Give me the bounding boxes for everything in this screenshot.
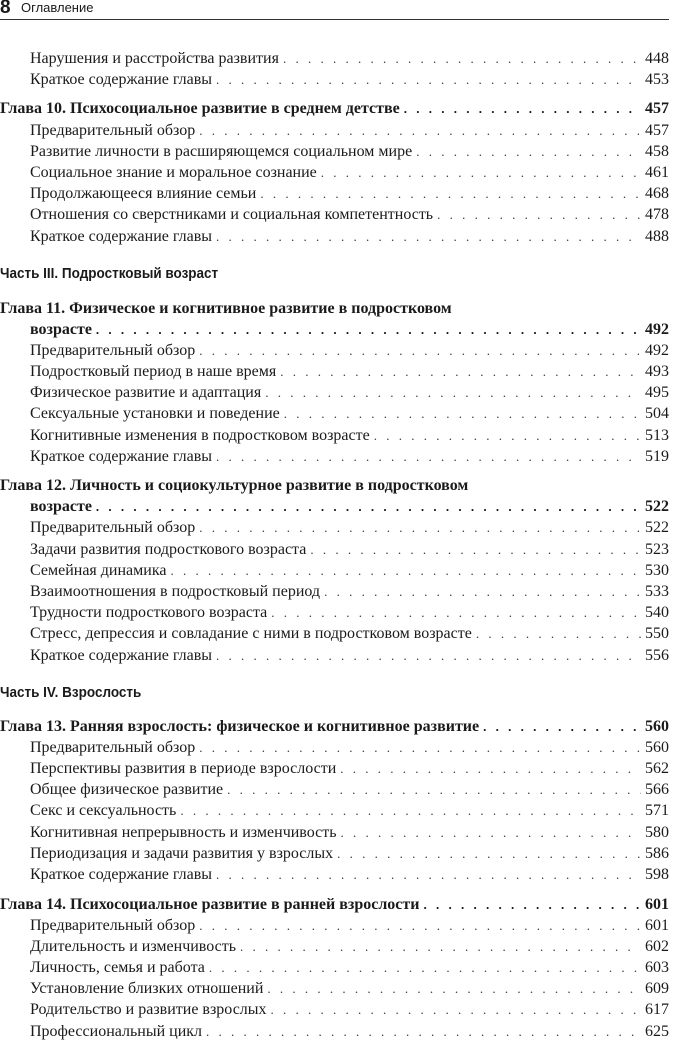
toc-entry: [0, 737, 669, 758]
chapter-page: 457: [645, 100, 669, 117]
toc-entry-page: 562: [645, 760, 669, 777]
chapter-title-line: Глава 12. Личность и социокультурное развитие в подростковом: [0, 477, 469, 494]
toc-entry-title: Предварительный обзор: [30, 122, 196, 139]
toc-entry: [0, 517, 669, 538]
toc-entry: [0, 581, 669, 602]
toc-entry: [0, 1021, 669, 1042]
chapter-page: 601: [645, 896, 669, 913]
toc-entry-title: Краткое содержание главы: [30, 228, 213, 245]
chapter-title: Глава 13. Ранняя взрослость: физическое и когнитивное развитие: [0, 718, 480, 735]
toc-entry: [0, 999, 669, 1020]
toc-entry-title: Длительность и изменчивость: [30, 938, 237, 955]
toc-entry-page: 478: [645, 206, 669, 223]
toc-entry-page: 550: [645, 625, 669, 642]
chapter-heading: [0, 716, 669, 737]
toc-entry-title: Периодизация и задачи развития у взрослых: [30, 845, 334, 862]
toc-entry-page: 602: [645, 938, 669, 955]
toc-entry-page: 560: [645, 739, 669, 756]
chapter-page: 522: [645, 498, 669, 515]
toc-entry: [0, 120, 669, 141]
dot-leader: [216, 446, 641, 467]
toc-entry-title: Отношения со сверстниками и социальная компетентность: [30, 206, 434, 223]
chapter-page: 560: [645, 718, 669, 735]
toc-entry: [0, 539, 669, 560]
toc-entry-title: Развитие личности в расширяющемся социальном мире: [30, 143, 413, 160]
toc-entry-title: Общее физическое развитие: [30, 781, 224, 798]
toc-entry-title: Стресс, депрессия и совладание с ними в подростковом возрасте: [30, 625, 472, 642]
toc-entry: [0, 382, 669, 403]
toc-entry: [0, 183, 669, 204]
chapter-heading: [0, 496, 669, 517]
toc-entry: [0, 915, 669, 936]
toc-entry-title: Перспективы развития в периоде взрослости: [30, 760, 337, 777]
dot-leader: [324, 581, 641, 602]
toc-entry: [0, 446, 669, 467]
chapter-page: 492: [645, 321, 669, 338]
toc-entry-title: Трудности подросткового возраста: [30, 604, 268, 621]
chapter-title: Глава 14. Психосоциальное развитие в ранней взрослости: [0, 896, 420, 913]
toc-entry-title: Когнитивная непрерывность и изменчивость: [30, 824, 337, 841]
toc-entry-title: Задачи развития подросткового возраста: [30, 541, 307, 558]
chapter-title: Глава 10. Психосоциальное развитие в среднем детстве: [0, 100, 400, 117]
header-rule: [0, 19, 669, 20]
dot-leader: [170, 560, 641, 581]
toc-entry-title: Семейная динамика: [30, 562, 167, 579]
dot-leader: [199, 120, 641, 141]
toc-entry: [0, 69, 669, 90]
toc-entry-page: 609: [645, 980, 669, 997]
toc-entry-title: Нарушения и расстройства развития: [30, 50, 279, 67]
toc-entry-title: Подростковый период в наше время: [30, 363, 277, 380]
toc-entry-title: Родительство и развитие взрослых: [30, 1001, 267, 1018]
toc-entry-page: 513: [645, 427, 669, 444]
toc-entry: [0, 204, 669, 225]
dot-leader: [416, 141, 641, 162]
toc-entry-page: 571: [645, 802, 669, 819]
part-heading: Часть IV. Взрослость: [0, 684, 142, 701]
toc-entry-page: 566: [645, 781, 669, 798]
toc-entry: [0, 843, 669, 864]
dot-leader: [216, 645, 641, 666]
toc-entry-title: Предварительный обзор: [30, 917, 196, 934]
toc-entry-page: 492: [645, 342, 669, 359]
dot-leader: [240, 936, 641, 957]
toc-entry-page: 580: [645, 824, 669, 841]
dot-leader: [96, 319, 641, 340]
toc-entry-page: 448: [645, 50, 669, 67]
toc-entry-page: 533: [645, 583, 669, 600]
toc-entry: [0, 141, 669, 162]
dot-leader: [271, 999, 641, 1020]
dot-leader: [265, 382, 641, 403]
dot-leader: [283, 48, 641, 69]
toc-entry-page: 488: [645, 228, 669, 245]
dot-leader: [321, 162, 641, 183]
toc-entry-page: 617: [645, 1001, 669, 1018]
dot-leader: [483, 716, 641, 737]
chapter-heading: [0, 894, 669, 915]
toc-entry: [0, 425, 669, 446]
toc-entry-title: Краткое содержание главы: [30, 866, 213, 883]
toc-entry-title: Личность, семья и работа: [30, 959, 205, 976]
toc-entry: [0, 403, 669, 424]
dot-leader: [260, 183, 641, 204]
toc-entry: [0, 978, 669, 999]
chapter-heading: [0, 319, 669, 340]
dot-leader: [199, 737, 641, 758]
dot-leader: [310, 539, 641, 560]
toc-entry-page: 458: [645, 143, 669, 160]
page-number: 8: [0, 0, 11, 18]
toc-entry: [0, 800, 669, 821]
running-title: Оглавление: [21, 0, 94, 15]
toc-entry-title: Продолжающееся влияние семьи: [30, 185, 257, 202]
dot-leader: [267, 978, 641, 999]
toc-entry-page: 457: [645, 122, 669, 139]
toc-entry: [0, 758, 669, 779]
toc-entry-title: Краткое содержание главы: [30, 647, 213, 664]
toc-entry-page: 601: [645, 917, 669, 934]
dot-leader: [96, 496, 641, 517]
page-header: [0, 0, 673, 19]
dot-leader: [199, 915, 641, 936]
dot-leader: [340, 758, 641, 779]
dot-leader: [199, 340, 641, 361]
toc-entry-title: Социальное знание и моральное сознание: [30, 164, 317, 181]
toc-entry: [0, 936, 669, 957]
toc-entry-title: Профессиональный цикл: [30, 1023, 203, 1040]
toc-entry-title: Сексуальные установки и поведение: [30, 405, 280, 422]
dot-leader: [404, 98, 641, 119]
toc-entry: [0, 602, 669, 623]
toc-entry: [0, 623, 669, 644]
dot-leader: [209, 957, 641, 978]
toc-entry-title: Установление близких отношений: [30, 980, 264, 997]
toc-entry-page: 519: [645, 448, 669, 465]
toc-entry-page: 504: [645, 405, 669, 422]
toc-entry-page: 540: [645, 604, 669, 621]
chapter-title-line: Глава 11. Физическое и когнитивное развитие в подростковом: [0, 300, 452, 317]
toc-entry-title: Секс и сексуальность: [30, 802, 177, 819]
toc-entry-page: 556: [645, 647, 669, 664]
toc-entry-page: 625: [645, 1023, 669, 1040]
toc-entry: [0, 957, 669, 978]
toc-entry: [0, 645, 669, 666]
toc-entry-title: Краткое содержание главы: [30, 71, 213, 88]
dot-leader: [423, 894, 641, 915]
dot-leader: [216, 226, 641, 247]
toc-entry-page: 523: [645, 541, 669, 558]
toc-entry-title: Когнитивные изменения в подростковом возрасте: [30, 427, 370, 444]
toc-entry-page: 586: [645, 845, 669, 862]
toc-entry-page: 603: [645, 959, 669, 976]
toc-entry-title: Взаимоотношения в подростковый период: [30, 583, 321, 600]
dot-leader: [206, 1021, 641, 1042]
dot-leader: [271, 602, 641, 623]
toc-entry-page: 530: [645, 562, 669, 579]
dot-leader: [437, 204, 641, 225]
part-heading: Часть III. Подростковый возраст: [0, 265, 219, 282]
chapter-heading: [0, 98, 669, 119]
toc-entry-page: 522: [645, 519, 669, 536]
chapter-title: возрасте: [30, 321, 92, 338]
dot-leader: [341, 822, 641, 843]
toc-entry-page: 493: [645, 363, 669, 380]
toc-entry-title: Предварительный обзор: [30, 739, 196, 756]
toc-entry: [0, 48, 669, 69]
chapter-title: возрасте: [30, 498, 92, 515]
toc-entry-page: 453: [645, 71, 669, 88]
dot-leader: [216, 69, 641, 90]
toc-entry: [0, 361, 669, 382]
toc-entry-title: Краткое содержание главы: [30, 448, 213, 465]
dot-leader: [374, 425, 641, 446]
toc-entry: [0, 560, 669, 581]
dot-leader: [216, 864, 641, 885]
dot-leader: [337, 843, 641, 864]
toc-entry-page: 461: [645, 164, 669, 181]
dot-leader: [180, 800, 641, 821]
toc-entry-page: 468: [645, 185, 669, 202]
toc-entry-title: Предварительный обзор: [30, 519, 196, 536]
dot-leader: [284, 403, 641, 424]
dot-leader: [199, 517, 641, 538]
toc-entry-title: Предварительный обзор: [30, 342, 196, 359]
toc-entry: [0, 226, 669, 247]
dot-leader: [280, 361, 641, 382]
toc-entry: [0, 340, 669, 361]
toc-entry: [0, 864, 669, 885]
dot-leader: [476, 623, 641, 644]
dot-leader: [227, 779, 641, 800]
toc-entry-page: 598: [645, 866, 669, 883]
toc-entry: [0, 162, 669, 183]
toc-entry-page: 495: [645, 384, 669, 401]
toc-entry: [0, 822, 669, 843]
toc-entry: [0, 779, 669, 800]
toc-entry-title: Физическое развитие и адаптация: [30, 384, 262, 401]
